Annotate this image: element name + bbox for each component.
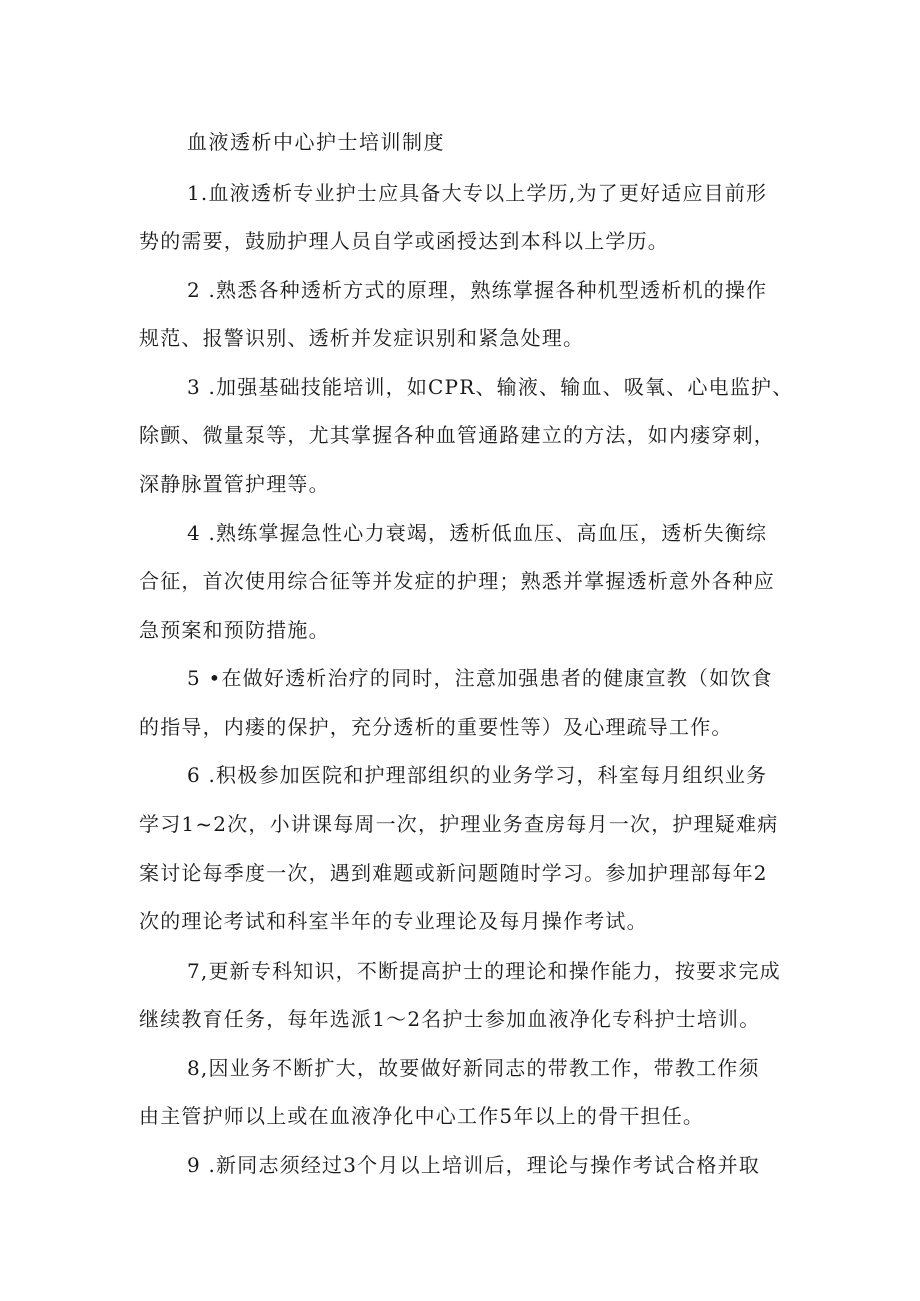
item-4-line-3: 急预案和预防措施。 [139,618,330,642]
item-8-line-1: 8,因业务不断扩大，故要做好新同志的带教工作，带教工作须 [187,1056,760,1080]
item-7-line-1: 7,更新专科知识，不断提高护士的理论和操作能力，按要求完成 [187,959,781,983]
item-3-line-1: 3 .加强基础技能培训，如CPR、输液、输血、吸氧、心电监护、 [187,375,794,399]
document-title: 血液透析中心护士培训制度 [187,130,445,154]
item-5-line-2: 的指导，内瘘的保护，充分透析的重要性等）及心理疏导工作。 [139,715,733,739]
item-3-line-3: 深静脉置管护理等。 [139,472,330,496]
item-6-line-2: 学习1~2次，小讲课每周一次，护理业务查房每月一次，护理疑难病 [139,812,779,836]
item-2-line-1: 2 .熟悉各种透析方式的原理，熟练掌握各种机型透析机的操作 [187,278,768,302]
item-9-line-1: 9 .新同志须经过3个月以上培训后，理论与操作考试合格并取 [187,1153,760,1177]
item-7-line-2: 继续教育任务，每年选派1〜2名护士参加血液净化专科护士培训。 [139,1007,761,1031]
item-3-line-2: 除颤、微量泵等，尤其掌握各种血管通路建立的方法，如内瘘穿刺， [139,423,775,447]
item-4-line-2: 合征，首次使用综合征等并发症的护理；熟悉并掌握透析意外各种应 [139,569,775,593]
item-1-line-1: 1.血液透析专业护士应具备大专以上学历,为了更好适应目前形 [187,181,768,205]
item-1-line-2: 势的需要，鼓励护理人员自学或函授达到本科以上学历。 [139,229,669,253]
item-6-line-4: 次的理论考试和科室半年的专业理论及每月操作考试。 [139,909,648,933]
item-6-line-1: 6 .积极参加医院和护理部组织的业务学习，科室每月组织业务 [187,763,768,787]
item-5-line-1: 5 •在做好透析治疗的同时，注意加强患者的健康宣教（如饮食 [187,666,773,690]
item-6-line-3: 案讨论每季度一次，遇到难题或新问题随时学习。参加护理部每年2 [139,861,768,885]
item-8-line-2: 由主管护师以上或在血液净化中心工作5年以上的骨干担任。 [139,1104,705,1128]
item-2-line-2: 规范、报警识别、透析并发症识别和紧急处理。 [139,326,585,350]
item-4-line-1: 4 .熟练掌握急性心力衰竭，透析低血压、高血压，透析失衡综 [187,521,768,545]
